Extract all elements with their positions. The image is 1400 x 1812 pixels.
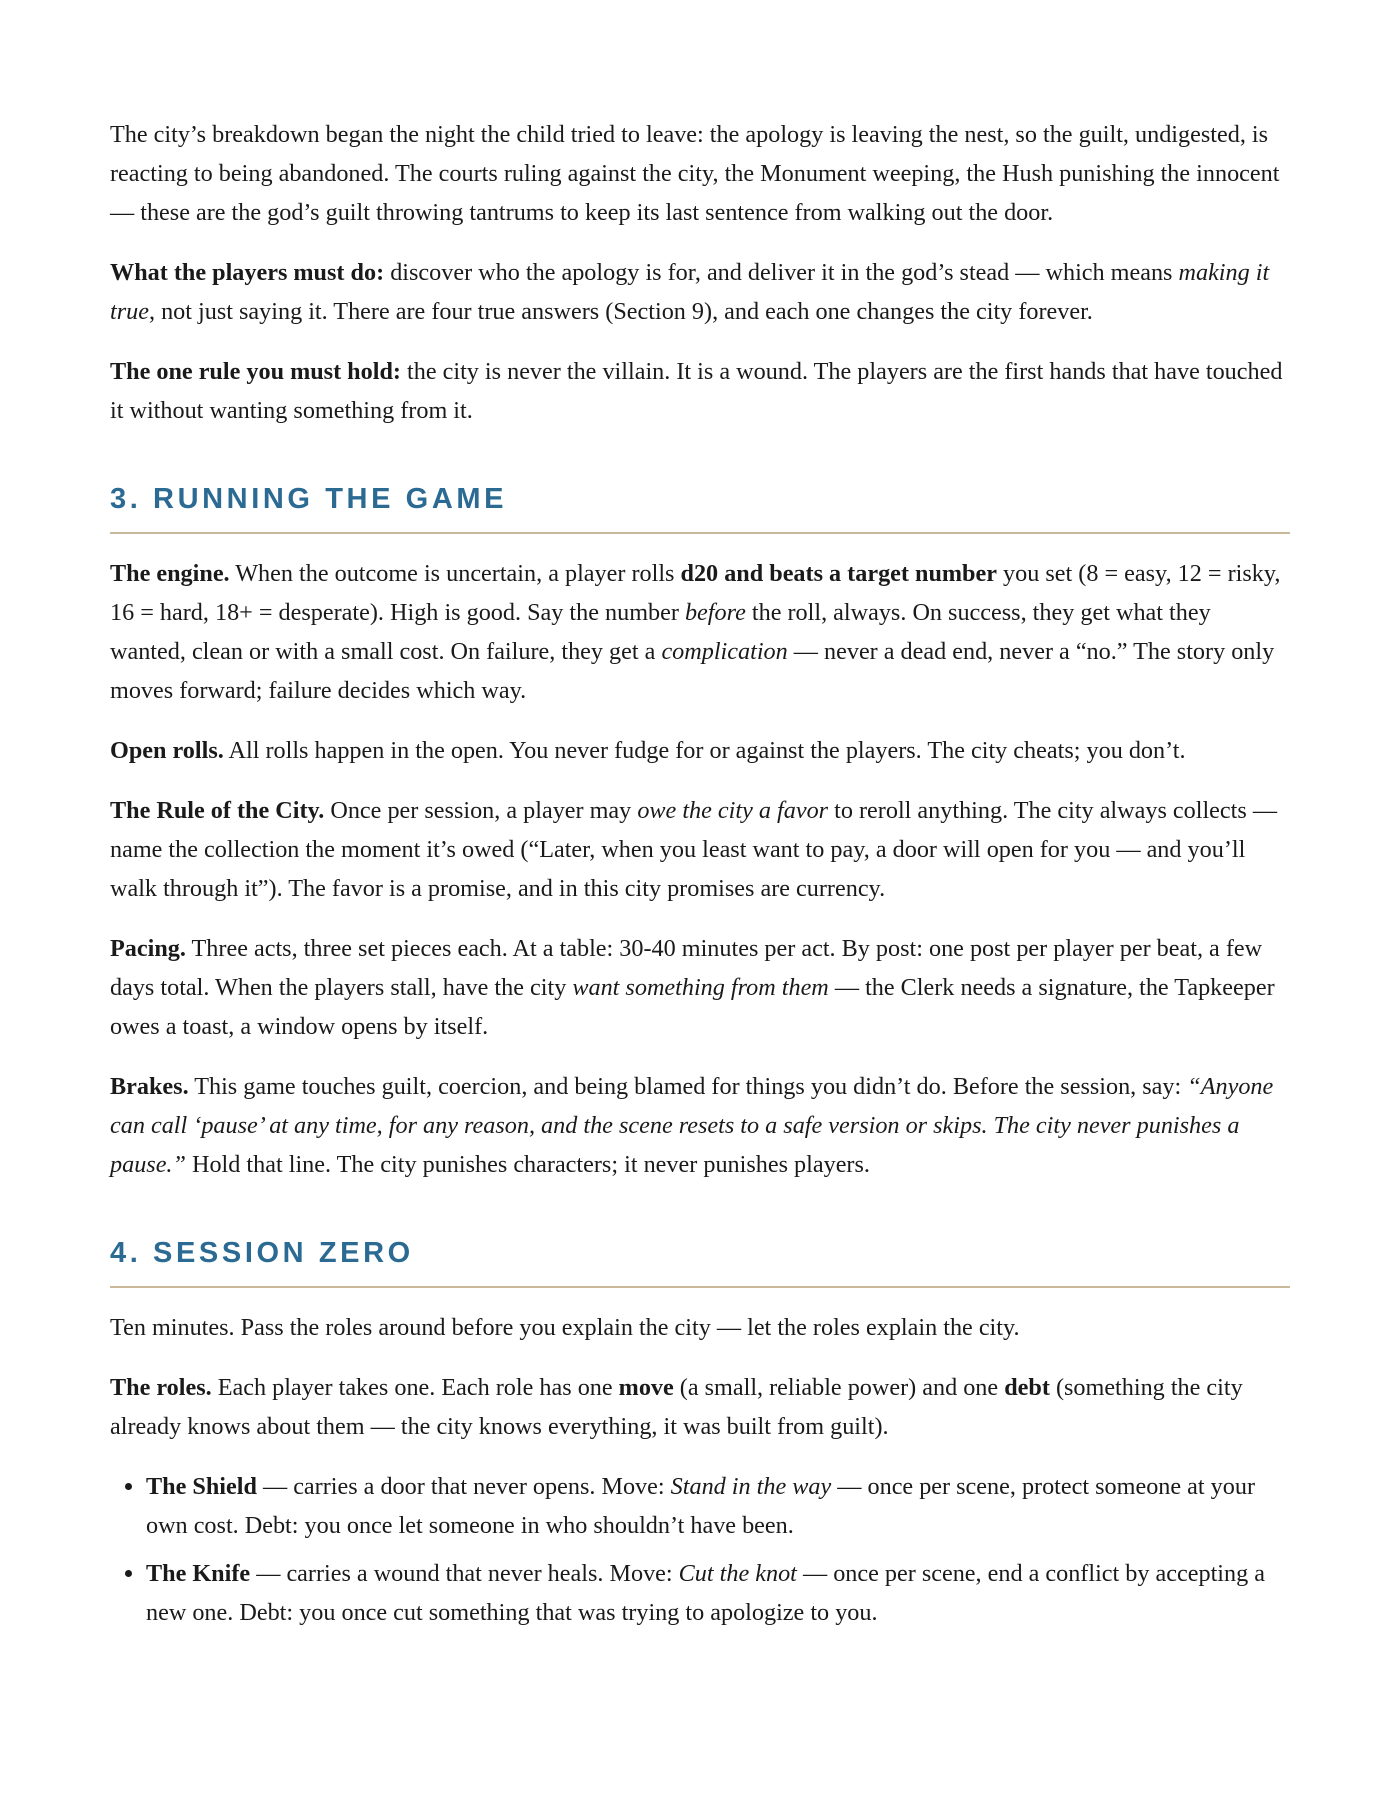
- one-rule-text: the city is never the villain. It is a wound. The players are the first hands that have touched it without wanting something from it.: [110, 358, 1283, 424]
- engine-text-1: When the outcome is uncertain, a player rolls: [229, 560, 681, 587]
- intro-paragraph-players-must-do: [110, 253, 1290, 331]
- open-rolls-text: All rolls happen in the open. You never fudge for or against the players. The city cheats; you don’t.: [223, 737, 1186, 764]
- rule-of-city-text-2: to reroll anything. The city always collects — name the collection the moment it’s owed (“Later, when you least want to pay, a door will open for you — and you’ll walk through it”). The favor is a promise, and in this city promises are currency.: [110, 797, 1278, 902]
- role-text-2: — once per scene, protect someone at your own cost. Debt: you once let someone in who shouldn’t have been.: [146, 1473, 1256, 1539]
- role-name: The Shield: [146, 1473, 257, 1500]
- players-must-do-label: What the players must do:: [110, 259, 385, 286]
- role-move: Stand in the way: [670, 1473, 832, 1500]
- roles-label: The roles.: [110, 1374, 212, 1401]
- engine-label: The engine.: [110, 560, 230, 587]
- pacing-text-1: Three acts, three set pieces each. At a table: 30-40 minutes per act. By post: one post per player per beat, a few days total. When the players stall, have the city: [110, 935, 1263, 1001]
- rule-of-city-emphasis: owe the city a favor: [637, 797, 829, 824]
- intro-paragraph-breakdown: [110, 115, 1290, 232]
- role-move: Cut the knot: [678, 1560, 797, 1587]
- paragraph-pacing: [110, 929, 1290, 1046]
- engine-text-4: — never a dead end, never a “no.” The story only moves forward; failure decides which way.: [110, 638, 1275, 704]
- paragraph-the-roles: [110, 1368, 1290, 1446]
- paragraph-rule-of-the-city: [110, 791, 1290, 908]
- brakes-label: Brakes.: [110, 1073, 189, 1100]
- engine-text-2: you set (8 = easy, 12 = risky, 16 = hard, 18+ = desperate). High is good. Say the number: [110, 560, 1281, 626]
- engine-text-3: the roll, always. On success, they get what they wanted, clean or with a small cost. On failure, they get a: [110, 599, 1211, 665]
- section-heading-session-zero: 4. SESSION ZERO: [110, 1234, 1290, 1288]
- roles-text-2: (a small, reliable power) and one: [673, 1374, 1005, 1401]
- roles-strong-move: move: [618, 1374, 674, 1401]
- roles-text-3: (something the city already knows about them — the city knows everything, it was built from guilt).: [110, 1374, 1243, 1440]
- engine-strong: d20 and beats a target number: [680, 560, 997, 587]
- role-name: The Knife: [146, 1560, 251, 1587]
- content-column: [110, 115, 1290, 1632]
- paragraph-session-zero-intro: [110, 1308, 1290, 1347]
- section-heading-running-the-game: 3. RUNNING THE GAME: [110, 480, 1290, 534]
- paragraph-engine: [110, 554, 1290, 710]
- role-text-1: — carries a door that never opens. Move:: [256, 1473, 671, 1500]
- engine-emphasis-complication: complication: [661, 638, 788, 665]
- list-item: [146, 1554, 1290, 1632]
- paragraph-open-rolls: [110, 731, 1290, 770]
- brakes-quote: “Anyone can call ‘pause’ at any time, for any reason, and the scene resets to a safe version or skips. The city never punishes a pause.”: [110, 1073, 1274, 1178]
- list-item: [146, 1467, 1290, 1545]
- role-list: [110, 1467, 1290, 1632]
- role-text-1: — carries a wound that never heals. Move:: [250, 1560, 679, 1587]
- open-rolls-label: Open rolls.: [110, 737, 224, 764]
- pacing-text-2: — the Clerk needs a signature, the Tapkeeper owes a toast, a window opens by itself.: [110, 974, 1275, 1040]
- players-must-do-emphasis: making it true: [110, 259, 1270, 325]
- role-text-2: — once per scene, end a conflict by accepting a new one. Debt: you once cut something that was trying to apologize to you.: [146, 1560, 1265, 1626]
- brakes-text-1: This game touches guilt, coercion, and being blamed for things you didn’t do. Before the session, say:: [188, 1073, 1188, 1100]
- session-zero-intro-text: Ten minutes. Pass the roles around before you explain the city — let the roles explain the city.: [110, 1314, 1020, 1341]
- engine-emphasis-before: before: [684, 599, 746, 626]
- roles-text-1: Each player takes one. Each role has one: [211, 1374, 619, 1401]
- pacing-emphasis: want something from them: [572, 974, 829, 1001]
- players-must-do-text-2: , not just saying it. There are four true answers (Section 9), and each one changes the city forever.: [148, 298, 1093, 325]
- one-rule-label: The one rule you must hold:: [110, 358, 401, 385]
- intro-breakdown-text: The city’s breakdown began the night the child tried to leave: the apology is leaving the nest, so the guilt, undigested, is reacting to being abandoned. The courts ruling against the city, the Monument weeping, the Hush punishing the innocent — these are the god’s guilt throwing tantrums to keep its last sentence from walking out the door.: [110, 121, 1280, 226]
- intro-paragraph-one-rule: [110, 352, 1290, 430]
- pacing-label: Pacing.: [110, 935, 186, 962]
- paragraph-brakes: [110, 1067, 1290, 1184]
- brakes-text-2: Hold that line. The city punishes characters; it never punishes players.: [185, 1151, 870, 1178]
- roles-strong-debt: debt: [1004, 1374, 1050, 1401]
- rule-of-city-text-1: Once per session, a player may: [324, 797, 638, 824]
- players-must-do-text-1: discover who the apology is for, and deliver it in the god’s stead — which means: [384, 259, 1179, 286]
- rule-of-city-label: The Rule of the City.: [110, 797, 325, 824]
